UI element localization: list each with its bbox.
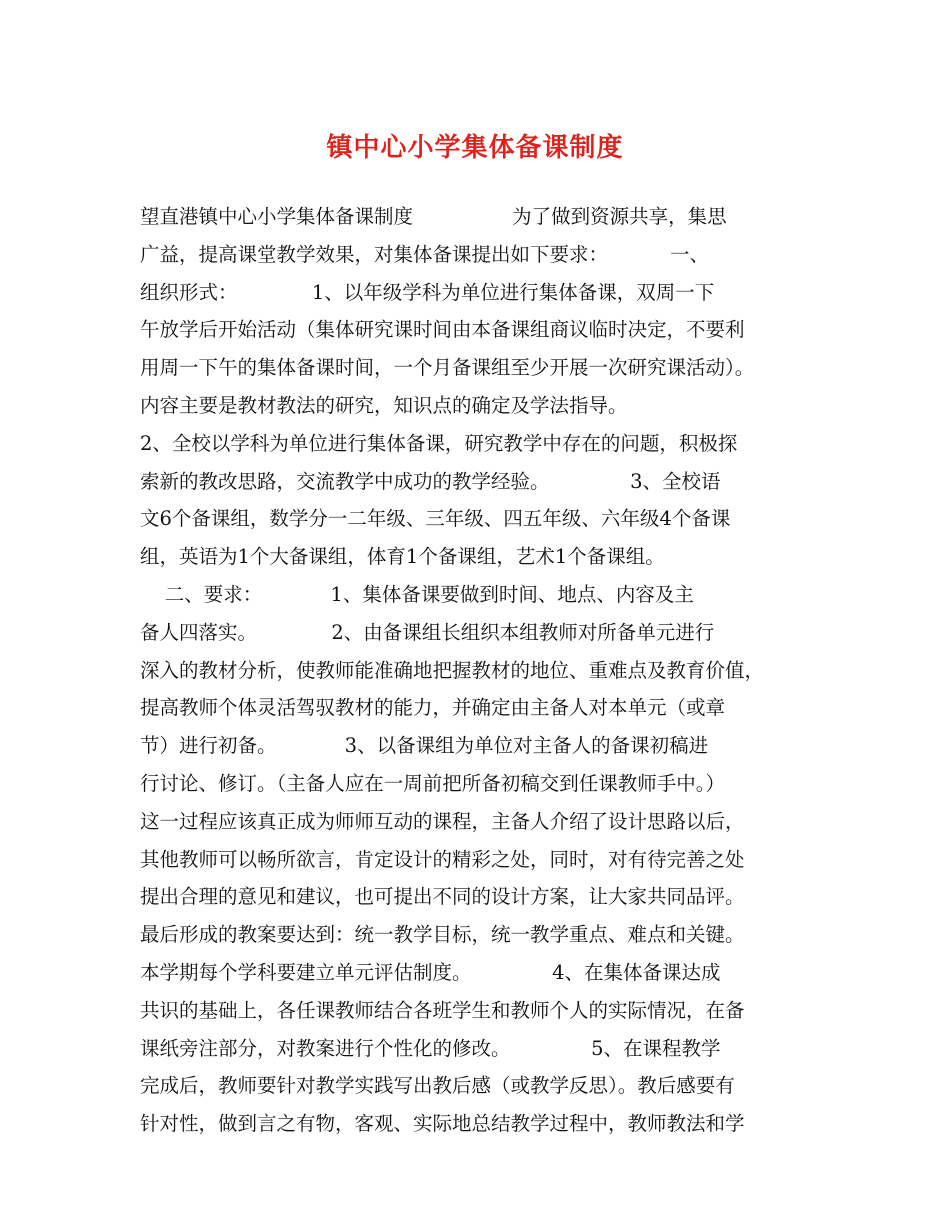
body-line-23: 课纸旁注部分，对教案进行个性化的修改。 5、在课程教学 <box>140 1036 721 1060</box>
body-line-8: 索新的教改思路，交流教学中成功的教学经验。 3、全校语 <box>140 469 721 493</box>
body-line-24: 完成后，教师要针对教学实践写出教后感（或教学反思）。教后感要有 <box>140 1074 735 1098</box>
body-line-18: 其他教师可以畅所欲言，肯定设计的精彩之处，同时，对有待完善之处 <box>140 847 745 871</box>
document-title: 镇中心小学集体备课制度 <box>326 133 624 163</box>
body-line-14: 提高教师个体灵活驾驭教材的能力，并确定由主备人对本单元（或章 <box>140 696 726 720</box>
body-line-13: 深入的教材分析，使教师能准确地把握教材的地位、重难点及教育价值， <box>140 658 765 682</box>
body-line-20: 最后形成的教案要达到：统一教学目标，统一教学重点、难点和关键。 <box>140 923 745 947</box>
body-line-17: 这一过程应该真正成为师师互动的课程，主备人介绍了设计思路以后， <box>140 809 745 833</box>
body-line-19: 提出合理的意见和建议，也可提出不同的设计方案，让大家共同品评。 <box>140 885 745 909</box>
body-line-12: 备人四落实。 2、由备课组长组织本组教师对所备单元进行 <box>140 620 715 644</box>
body-line-21: 本学期每个学科要建立单元评估制度。 4、在集体备课达成 <box>140 960 721 984</box>
body-line-6: 内容主要是教材教法的研究，知识点的确定及学法指导。 <box>140 393 628 417</box>
body-line-5: 用周一下午的集体备课时间，一个月备课组至少开展一次研究课活动）。 <box>140 356 755 380</box>
body-line-1: 望直港镇中心小学集体备课制度 为了做到资源共享，集思 <box>140 205 727 228</box>
body-line-25: 针对性，做到言之有物，客观、实际地总结教学过程中，教师教法和学 <box>140 1112 745 1136</box>
body-line-9: 文6个备课组，数学分一二年级、三年级、四五年级、六年级4个备课 <box>140 507 731 531</box>
body-line-11: 二、要求： 1、集体备课要做到时间、地点、内容及主 <box>140 582 694 606</box>
body-line-15: 节）进行初备。 3、以备课组为单位对主备人的备课初稿进 <box>140 734 709 758</box>
body-line-7: 2、全校以学科为单位进行集体备课，研究教学中存在的问题，积极探 <box>140 431 738 455</box>
body-line-10: 组，英语为1个大备课组，体育1个备课组，艺术1个备课组。 <box>140 545 665 569</box>
body-line-16: 行讨论、修订。（主备人应在一周前把所备初稿交到任课教师手中。） <box>140 771 726 795</box>
document-body <box>140 198 830 1143</box>
body-line-3: 组织形式： 1、以年级学科为单位进行集体备课，双周一下 <box>140 280 715 304</box>
body-line-22: 共识的基础上，各任课教师结合各班学生和教师个人的实际情况，在备 <box>140 998 745 1022</box>
body-line-4: 午放学后开始活动（集体研究课时间由本备课组商议临时决定，不要利 <box>140 318 745 342</box>
body-line-2: 广益，提高课堂教学效果，对集体备课提出如下要求： 一、 <box>140 242 709 266</box>
